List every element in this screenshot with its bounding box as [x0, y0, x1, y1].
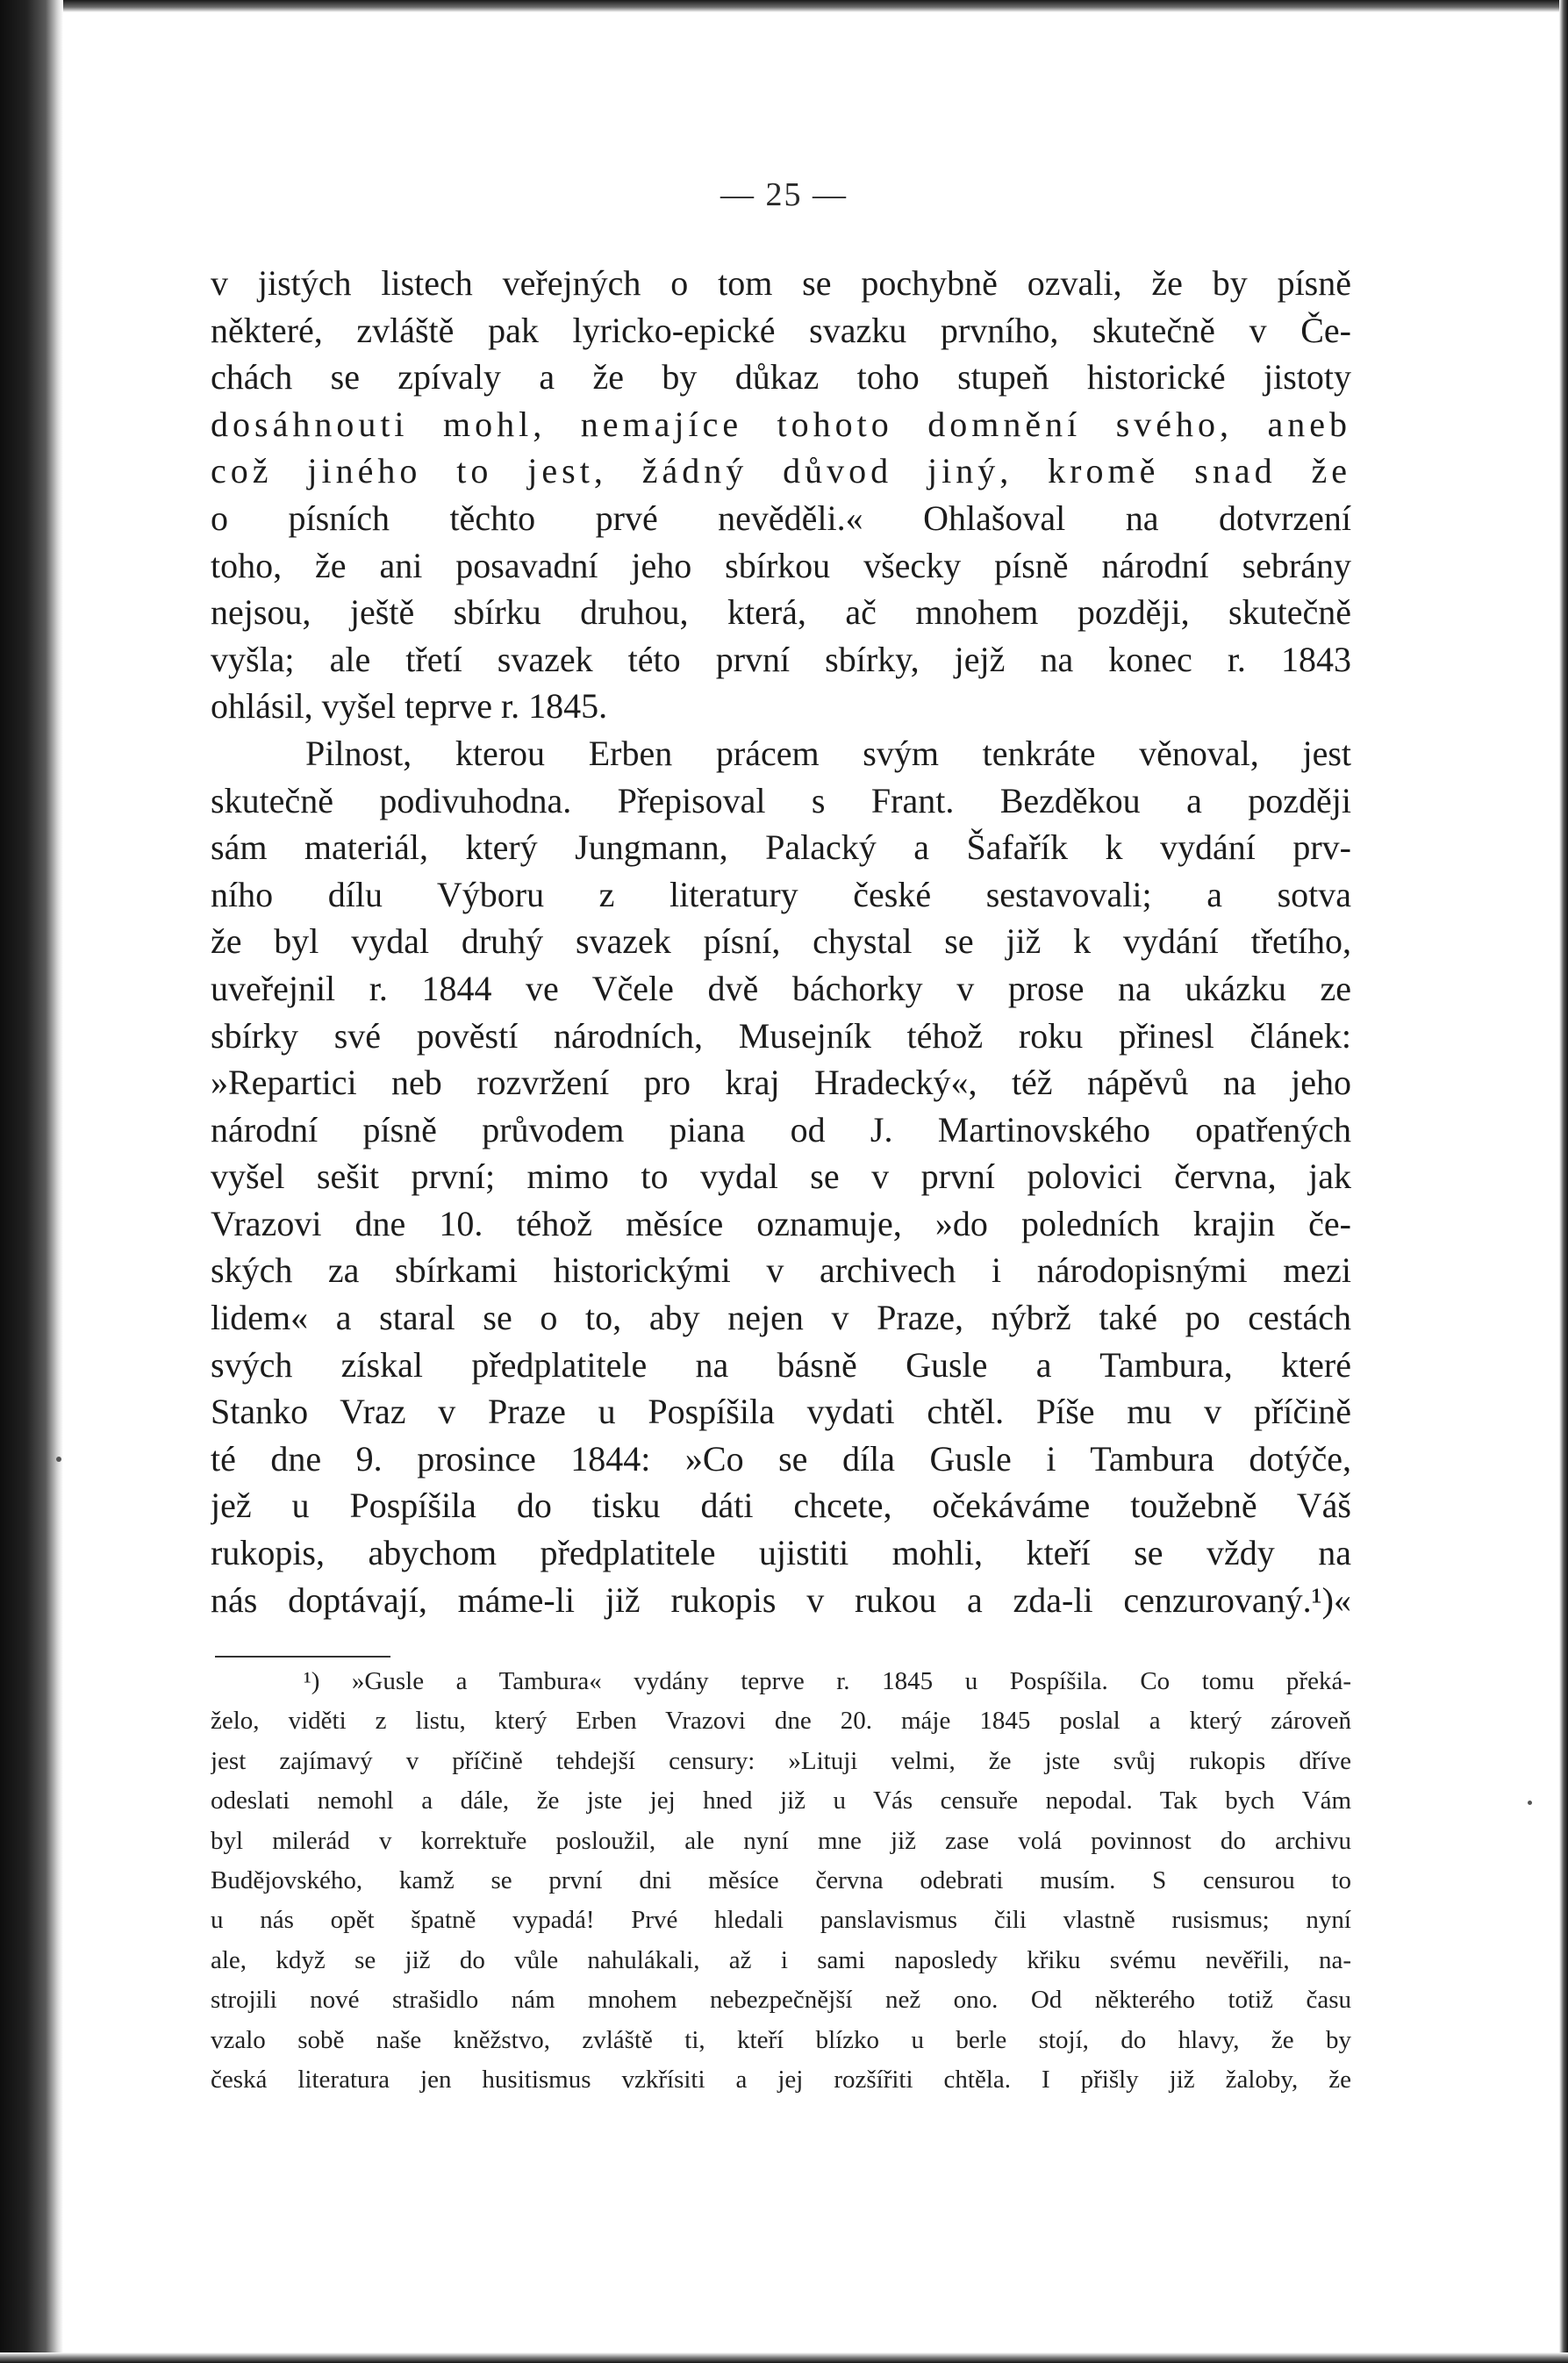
scan-speck — [1528, 1801, 1532, 1805]
body-line: lidem« a staral se o to, aby nejen v Praze, nýbrž také po cestách — [211, 1298, 1351, 1338]
footnote-line: vzalo sobě naše kněžstvo, zvláště ti, kteří blízko u berle stojí, do hlavy, že by — [211, 2025, 1351, 2054]
footnote-line: česká literatura jen husitismus vzkřísiti a jej rozšířiti chtěla. I přišly již žaloby, že — [211, 2065, 1351, 2094]
footnote-line: jest zajímavý v příčině tehdejší censury: »Lituji velmi, že jste svůj rukopis dříve — [211, 1746, 1351, 1775]
body-line: což jiného to jest, žádný důvod jiný, kromě snad že — [211, 451, 1351, 491]
body-line: uveřejnil r. 1844 ve Včele dvě báchorky v prose na ukázku ze — [211, 968, 1351, 1008]
body-line: o písních těchto prvé nevěděli.« Ohlašoval na dotvrzení — [211, 498, 1351, 538]
body-line: chách se zpívaly a že by důkaz toho stupeň historické jistoty — [211, 357, 1351, 397]
body-text — [211, 260, 1351, 1623]
body-line: ských za sbírkami historickými v archivech i národopisnými mezi — [211, 1250, 1351, 1291]
footnote-line: Budějovského, kamž se první dni měsíce června odebrati musím. S censurou to — [211, 1865, 1351, 1894]
scan-right-edge — [1559, 0, 1568, 2363]
scan-top-edge — [0, 0, 1568, 12]
scan-binding-edge — [0, 0, 63, 2363]
scan-speck — [56, 1457, 61, 1462]
scan-bottom-edge — [0, 2352, 1568, 2363]
footnote-line: želo, viděti z listu, který Erben Vrazovi dne 20. máje 1845 poslal a který zároveň — [211, 1707, 1351, 1736]
footnote-line: byl milerád v korrektuře posloužil, ale nyní mne již zase volá povinnost do archivu — [211, 1826, 1351, 1855]
body-line: dosáhnouti mohl, nemajíce tohoto domnění svého, aneb — [211, 404, 1351, 444]
body-line: Stanko Vraz v Praze u Pospíšila vydati chtěl. Píše mu v příčině — [211, 1392, 1351, 1432]
body-line: sbírky své pověstí národních, Musejník téhož roku přinesl článek: — [211, 1015, 1351, 1056]
body-line: nás doptávají, máme-li již rukopis v rukou a zda-li cenzurovaný.¹)« — [211, 1579, 1351, 1620]
body-line: vyšel sešit první; mimo to vydal se v první polovici června, jak — [211, 1156, 1351, 1197]
body-line: »Repartici neb rozvržení pro kraj Hradecký«, též nápěvů na jeho — [211, 1063, 1351, 1103]
body-line: vyšla; ale třetí svazek této první sbírky, jejž na konec r. 1843 — [211, 639, 1351, 679]
footnote-line: ale, když se již do vůle nahulákali, až i sami naposledy křiku svému nevěřili, na- — [211, 1945, 1351, 1974]
footnote-line: ¹) »Gusle a Tambura« vydány teprve r. 1845 u Pospíšila. Co tomu překá- — [304, 1667, 1351, 1695]
body-line: Vrazovi dne 10. téhož měsíce oznamuje, »do poledních krajin če- — [211, 1203, 1351, 1243]
body-line: že byl vydal druhý svazek písní, chystal se již k vydání třetího, — [211, 921, 1351, 962]
body-line: národní písně průvodem piana od J. Martinovského opatřených — [211, 1109, 1351, 1149]
body-line: Pilnost, kterou Erben prácem svým tenkráte věnoval, jest — [305, 733, 1351, 773]
body-line: rukopis, abychom předplatitele ujistiti mohli, kteří se vždy na — [211, 1533, 1351, 1573]
body-line: toho, že ani posavadní jeho sbírkou všecky písně národní sebrány — [211, 545, 1351, 585]
body-line: ohlásil, vyšel teprve r. 1845. — [211, 686, 608, 727]
footnote-divider — [215, 1656, 390, 1658]
body-line: skutečně podivuhodna. Přepisoval s Frant. Bezděkou a později — [211, 780, 1351, 820]
footnote-line: strojili nové strašidlo nám mnohem nebezpečnější než ono. Od některého totiž času — [211, 1986, 1351, 2015]
body-line: svých získal předplatitele na básně Gusle a Tambura, které — [211, 1344, 1351, 1385]
body-line: ního dílu Výboru z literatury české sestavovali; a sotva — [211, 874, 1351, 914]
body-line: některé, zvláště pak lyricko-epické svazku prvního, skutečně v Če- — [211, 310, 1351, 350]
page-number: — 25 — — [720, 176, 848, 213]
body-line: sám materiál, který Jungmann, Palacký a Šafařík k vydání prv- — [211, 827, 1351, 868]
body-line: v jistých listech veřejných o tom se pochybně ozvali, že by písně — [211, 263, 1351, 303]
body-line: jež u Pospíšila do tisku dáti chcete, očekáváme toužebně Váš — [211, 1486, 1351, 1526]
footnote-line: u nás opět špatně vypadá! Prvé hledali panslavismus čili vlastně rusismus; nyní — [211, 1906, 1351, 1935]
body-line: nejsou, ještě sbírku druhou, která, ač mnohem později, skutečně — [211, 592, 1351, 633]
footnote-block — [211, 1662, 1351, 2100]
body-line: té dne 9. prosince 1844: »Co se díla Gusle i Tambura dotýče, — [211, 1438, 1351, 1479]
footnote-line: odeslati nemohl a dále, že jste jej hned již u Vás censuře nepodal. Tak bych Vám — [211, 1787, 1351, 1815]
